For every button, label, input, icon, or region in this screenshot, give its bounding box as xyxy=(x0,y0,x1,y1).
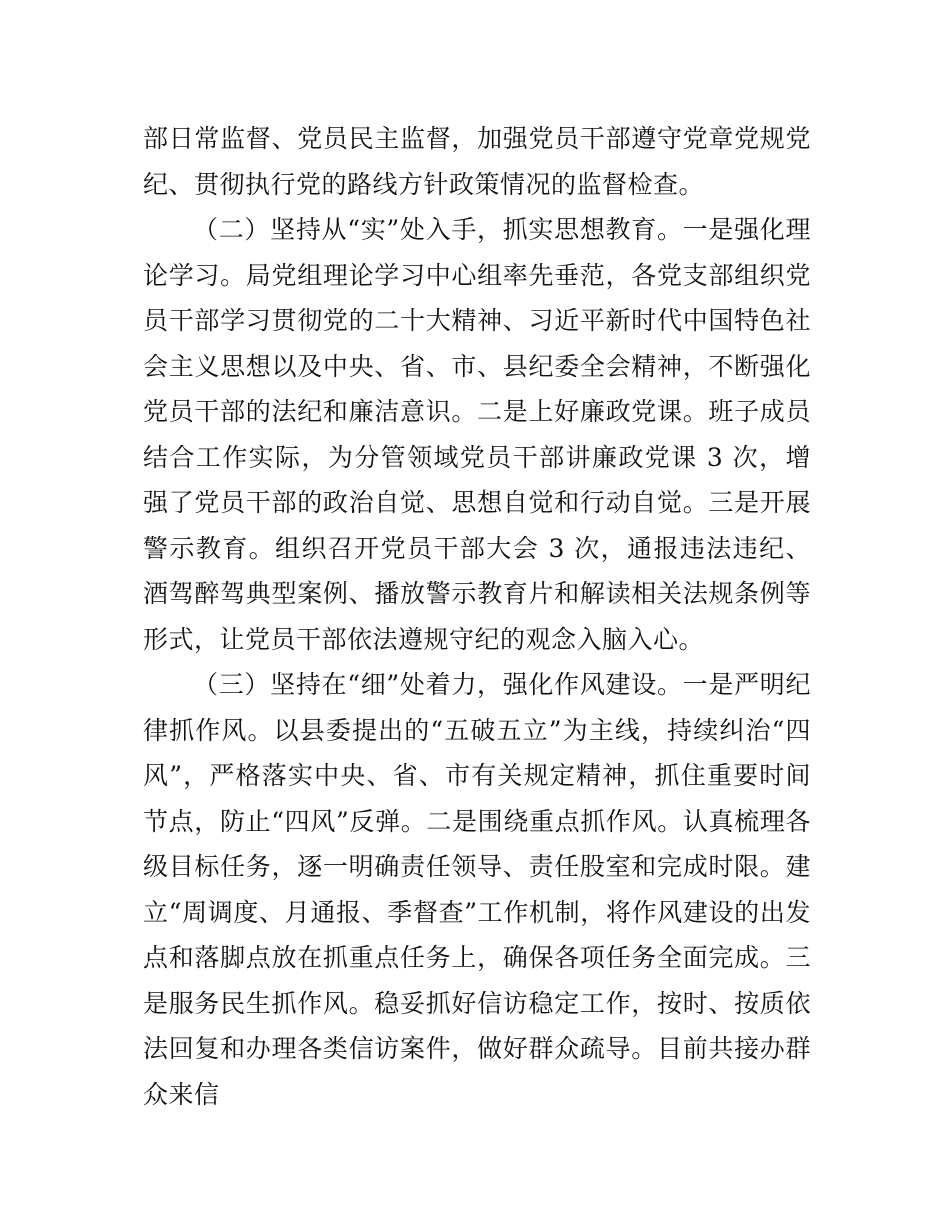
paragraph-continuation: 部日常监督、党员民主监督，加强党员干部遵守党章党规党纪、贯彻执行党的路线方针政策情况的监督检查。 xyxy=(143,124,811,199)
paragraph-section-three: （三）坚持在“细”处着力，强化作风建设。一是严明纪律抓作风。以县委提出的“五破五立”为主线，持续纠治“四风”，严格落实中央、省、市有关规定精神，抓住重要时间节点，防止“四风”反弹。二是围绕重点抓作风。认真梳理各级目标任务，逐一明确责任领导、责任股室和完成时限。建立“周调度、月通报、季督查”工作机制，将作风建设的出发点和落脚点放在抓重点任务上，确保各项任务全面完成。三是服务民生抓作风。稳妥抓好信访稳定工作，按时、按质依法回复和办理各类信访案件，做好群众疏导。目前共接办群众来信 xyxy=(143,670,811,1109)
paragraph-section-two: （二）坚持从“实”处入手，抓实思想教育。一是强化理论学习。局党组理论学习中心组率先垂范，各党支部组织党员干部学习贯彻党的二十大精神、习近平新时代中国特色社会主义思想以及中央、省、市、县纪委全会精神，不断强化党员干部的法纪和廉洁意识。二是上好廉政党课。班子成员结合工作实际，为分管领域党员干部讲廉政党课 3 次，增强了党员干部的政治自觉、思想自觉和行动自觉。三是开展警示教育。组织召开党员干部大会 3 次，通报违法违纪、酒驾醉驾典型案例、播放警示教育片和解读相关法规条例等形式，让党员干部依法遵规守纪的观念入脑入心。 xyxy=(143,215,811,654)
